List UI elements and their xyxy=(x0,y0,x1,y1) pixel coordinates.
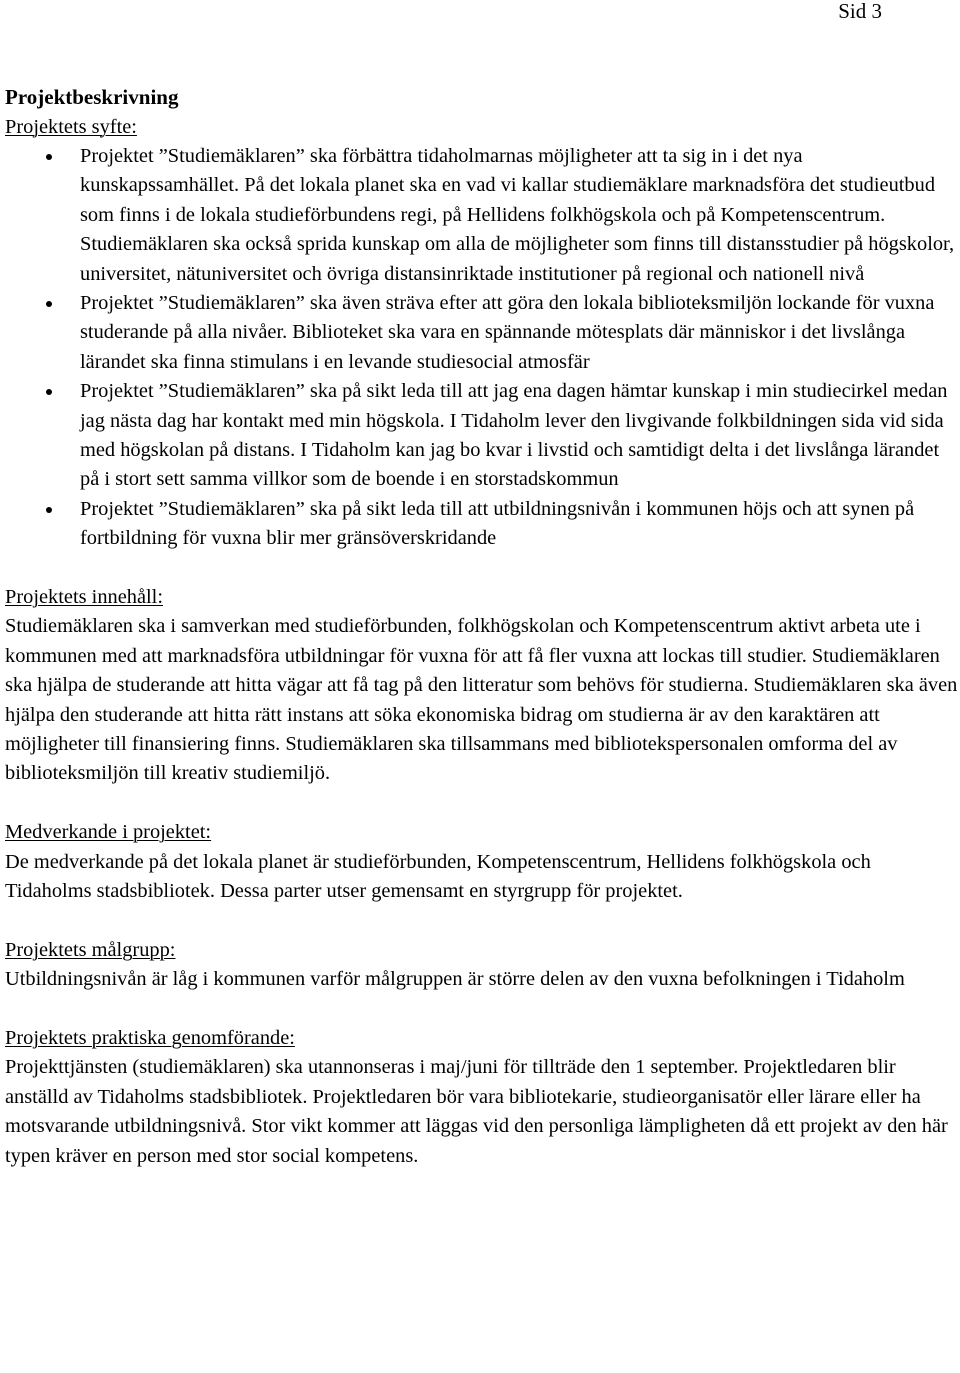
page-number: Sid 3 xyxy=(838,0,882,23)
section-heading-content: Projektets innehåll: xyxy=(5,585,163,608)
bullet-text: Projektet ”Studiemäklaren” ska på sikt leda till att utbildningsnivån i kommunen höjs och att synen på fortbildning för vuxna blir mer gränsöverskridande xyxy=(80,497,915,550)
bullet-text: Projektet ”Studiemäklaren” ska på sikt leda till att jag ena dagen hämtar kunskap i min studiecirkel medan jag nästa dag har kontakt med min högskola. I Tidaholm lever den livgivande folkbildningen sida vid sida med högskolan på distans. I Tidaholm kan jag bo kvar i livstid och samtidigt delta i det livslånga lärandet på i stort sett samma villkor som de boende i en storstadskommun xyxy=(80,380,948,491)
bullet-text: Projektet ”Studiemäklaren” ska även sträva efter att göra den lokala biblioteksmiljön lockande för vuxna studerande på alla nivåer. Biblioteket ska vara en spännande mötesplats där människor i det livslånga lärandet ska finna stimulans i en levande studiesocial atmosfär xyxy=(80,291,935,373)
bullet-icon xyxy=(46,389,52,395)
bullet-item xyxy=(5,495,960,554)
bullet-text: Projektet ”Studiemäklaren” ska förbättra tidaholmarnas möjligheter att ta sig in i det nya kunskapssamhället. På det lokala planet ska en vad vi kallar studiemäklare marknadsföra det studieutbud som finns i de lokala studieförbundens regi, på Hellidens folkhögskola och på Kompetenscentrum. Studiemäklaren ska också sprida kunskap om alla de möjligheter som finns till distansstudier på högskolor, universitet, nätuniversitet och övriga distansinriktade institutioner på regional och nationell nivå xyxy=(80,144,955,285)
bullet-item xyxy=(5,289,960,377)
purpose-bullet-list xyxy=(5,142,960,554)
section-target-group xyxy=(5,936,960,995)
section-spacer xyxy=(5,995,960,1024)
section-spacer xyxy=(5,906,960,935)
bullet-icon xyxy=(46,301,52,307)
section-heading-target-group: Projektets målgrupp: xyxy=(5,938,176,961)
bullet-item xyxy=(5,142,960,289)
section-paragraph-content: Studiemäklaren ska i samverkan med studieförbunden, folkhögskolan och Kompetenscentrum aktivt arbeta ute i kommunen med att marknadsföra utbildningar för vuxna för att få fler vuxna att lockas till studier. Studiemäklaren ska hjälpa de studerande att hitta vägar att få tag på den litteratur som behövs för studierna. Studiemäklaren ska även hjälpa den studerande att hitta rätt instans att söka ekonomiska bidrag om studierna är av den karaktären att möjligheter till finansiering finns. Studiemäklaren ska tillsammans med bibliotekspersonalen omforma del av biblioteksmiljön till kreativ studiemiljö. xyxy=(5,615,958,785)
section-paragraph-participants: De medverkande på det lokala planet är studieförbunden, Kompetenscentrum, Hellidens folkhögskola och Tidaholms stadsbibliotek. Dessa parter utser gemensamt en styrgrupp för projektet. xyxy=(5,850,871,903)
bullet-icon xyxy=(46,507,52,513)
section-heading-participants: Medverkande i projektet: xyxy=(5,821,212,844)
bullet-icon xyxy=(46,154,52,160)
section-spacer xyxy=(5,789,960,818)
section-implementation xyxy=(5,1024,960,1171)
document-title: Projektbeskrivning xyxy=(5,85,179,109)
section-participants xyxy=(5,818,960,906)
section-paragraph-target-group: Utbildningsnivån är låg i kommunen varför målgruppen är större delen av den vuxna befolkningen i Tidaholm xyxy=(5,968,905,991)
section-content xyxy=(5,583,960,789)
section-paragraph-implementation: Projekttjänsten (studiemäklaren) ska utannonseras i maj/juni för tillträde den 1 september. Projektledaren blir anställd av Tidaholms stadsbibliotek. Projektledaren bör vara bibliotekarie, studieorganisatör eller lärare eller ha motsvarande utbildningsnivå. Stor vikt kommer att läggas vid den personliga lämpligheten då ett projekt av den här typen kräver en person med stor social kompetens. xyxy=(5,1056,948,1167)
section-purpose xyxy=(5,113,960,554)
document-body xyxy=(5,83,960,1171)
section-spacer xyxy=(5,554,960,583)
section-heading-implementation: Projektets praktiska genomförande: xyxy=(5,1027,295,1050)
bullet-item xyxy=(5,377,960,495)
section-heading-purpose: Projektets syfte: xyxy=(5,115,137,138)
